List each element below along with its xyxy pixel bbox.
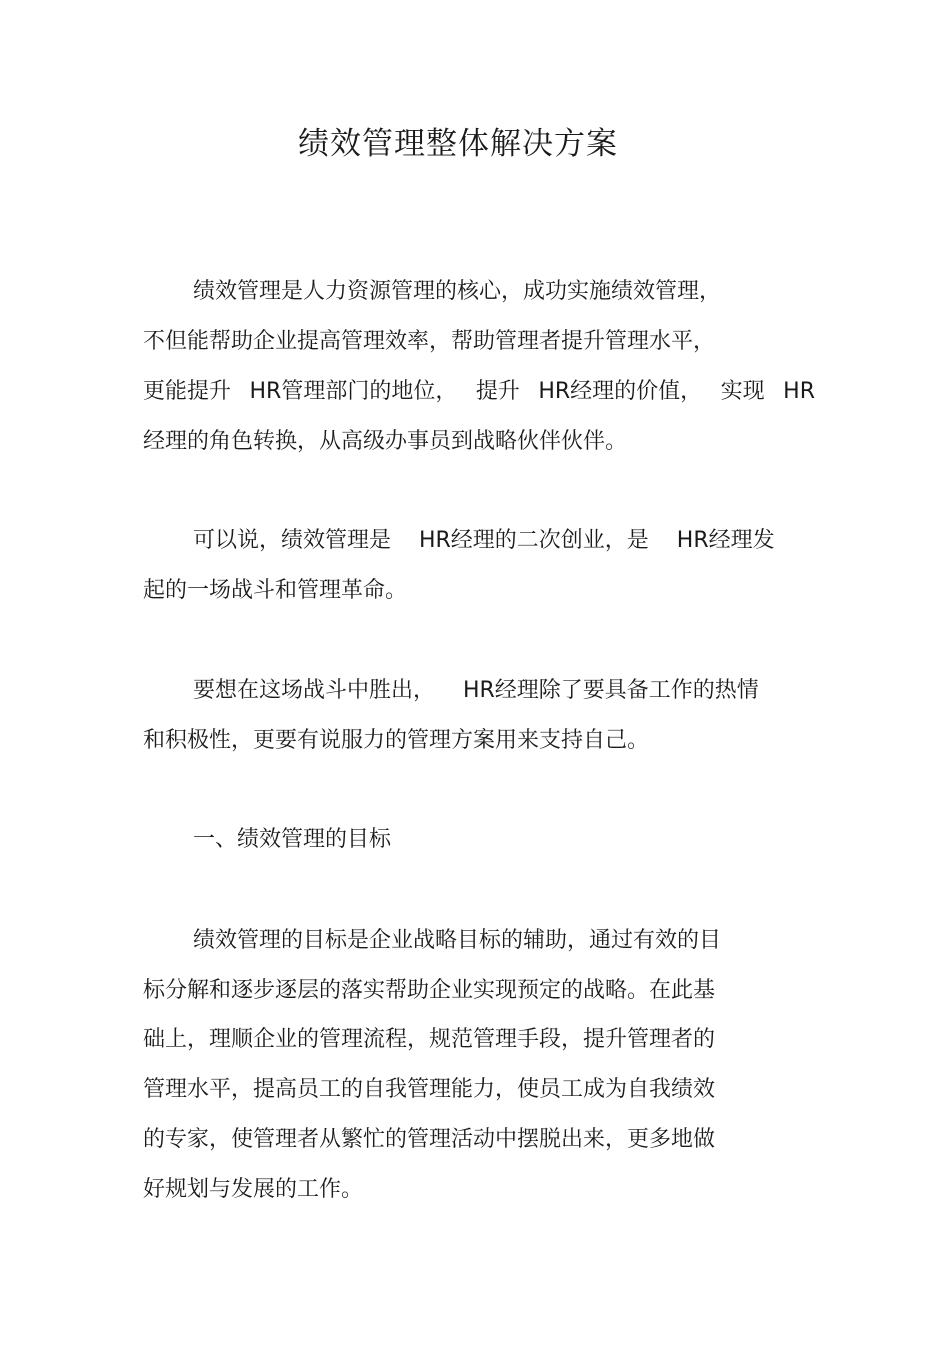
paragraph-4-line-1: 绩效管理的目标是企业战略目标的辅助，通过有效的目 bbox=[193, 928, 722, 953]
section-heading: 一、绩效管理的目标 bbox=[193, 827, 392, 852]
paragraph-1-line-2: 不但能帮助企业提高管理效率，帮助管理者提升管理水平， bbox=[143, 329, 716, 354]
paragraph-1-line-3-part-3: 提升 bbox=[475, 379, 520, 404]
paragraph-1-line-4: 经理的角色转换，从高级办事员到战略伙伴伙伴。 bbox=[143, 429, 628, 454]
paragraph-3-line-2: 和积极性，更要有说服力的管理方案用来支持自己。 bbox=[143, 728, 650, 753]
paragraph-2-line-2: 起的一场战斗和管理革命。 bbox=[143, 578, 408, 603]
paragraph-1-line-3-part-5: 实现 bbox=[720, 379, 765, 404]
paragraph-1-line-1: 绩效管理是人力资源管理的核心，成功实施绩效管理， bbox=[193, 279, 722, 304]
paragraph-4-line-3: 础上，理顺企业的管理流程，规范管理手段，提升管理者的 bbox=[143, 1027, 716, 1052]
paragraph-1-line-3 bbox=[143, 377, 815, 407]
paragraph-1-line-3-part-4: HR经理的价值， bbox=[538, 379, 703, 404]
paragraph-4-line-5: 的专家，使管理者从繁忙的管理活动中摆脱出来，更多地做 bbox=[143, 1127, 716, 1152]
paragraph-4-line-4: 管理水平，提高员工的自我管理能力，使员工成为自我绩效 bbox=[143, 1077, 716, 1102]
paragraph-3-line-1: 要想在这场战斗中胜出， HR经理除了要具备工作的热情 bbox=[193, 678, 759, 703]
paragraph-2-line-1: 可以说，绩效管理是 HR经理的二次创业，是 HR经理发 bbox=[193, 528, 775, 553]
document-title: 绩效管理整体解决方案 bbox=[298, 126, 618, 162]
paragraph-1-line-3-part-2: HR管理部门的地位， bbox=[249, 379, 458, 404]
paragraph-4-line-2: 标分解和逐步逐层的落实帮助企业实现预定的战略。在此基 bbox=[143, 978, 716, 1003]
paragraph-1-line-3-part-6: HR bbox=[783, 379, 815, 404]
paragraph-4-line-6: 好规划与发展的工作。 bbox=[143, 1177, 364, 1202]
paragraph-1-line-3-part-1: 更能提升 bbox=[143, 379, 232, 404]
